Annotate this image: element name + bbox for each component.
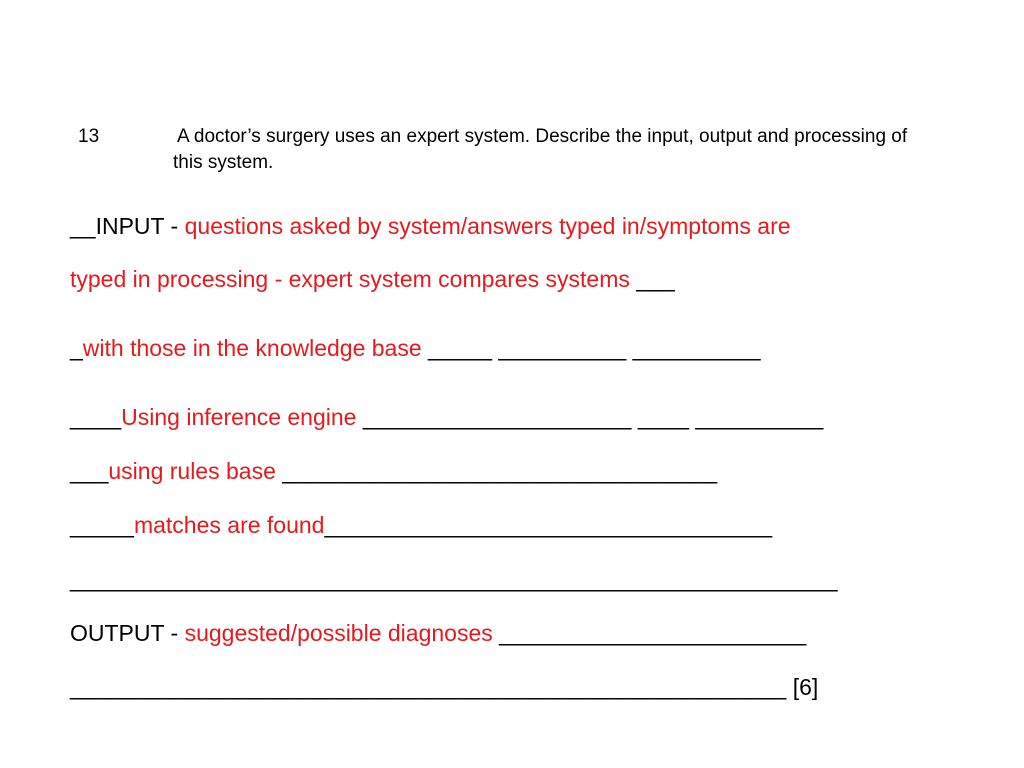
answer-line-blank: ____________________________________________________________ bbox=[70, 566, 838, 592]
handwritten-answer: matches are found bbox=[133, 512, 325, 538]
marks-line: ________________________________________________________ [6] bbox=[70, 674, 819, 700]
answer-line-blank: _____ __________ __________ bbox=[421, 335, 761, 361]
answer-line-prefix: _ bbox=[70, 335, 83, 361]
handwritten-answer: with those in the knowledge base bbox=[82, 335, 422, 361]
answer-line-blank: _____________________ ____ __________ bbox=[356, 404, 824, 430]
handwritten-answer: Using inference engine bbox=[121, 404, 357, 430]
answer-line-prefix: ___ bbox=[70, 458, 109, 484]
answer-line-blank: ___ bbox=[629, 266, 675, 292]
question-number: 13 bbox=[78, 126, 100, 147]
answer-line-8 bbox=[70, 618, 806, 648]
answer-line-9 bbox=[70, 672, 818, 702]
answer-line-5 bbox=[70, 456, 717, 486]
handwritten-answer: suggested/possible diagnoses bbox=[184, 620, 493, 646]
handwritten-answer: using rules base bbox=[108, 458, 276, 484]
answer-line-prefix: _____ bbox=[70, 512, 134, 538]
answer-line-6 bbox=[70, 510, 772, 540]
answer-line-7 bbox=[70, 564, 838, 594]
question-text: A doctor’s surgery uses an expert system. Describe the input, output and processing of this system. bbox=[173, 126, 908, 173]
handwritten-answer: questions asked by system/answers typed in/symptoms are bbox=[184, 213, 791, 239]
answer-line-blank: __________________________________ bbox=[275, 458, 718, 484]
answer-line-blank: ________________________ bbox=[492, 620, 807, 646]
output-label: OUTPUT - bbox=[70, 620, 185, 646]
answer-line-blank: ___________________________________ bbox=[324, 512, 773, 538]
answer-line-3 bbox=[70, 333, 761, 363]
answer-line-4 bbox=[70, 402, 823, 432]
answer-line-prefix: ____ bbox=[70, 404, 122, 430]
handwritten-answer: typed in processing - expert system compares systems bbox=[70, 266, 630, 292]
answer-line-1 bbox=[70, 211, 791, 241]
answer-line-2 bbox=[70, 264, 675, 294]
answer-line-prefix: __INPUT - bbox=[70, 213, 185, 239]
